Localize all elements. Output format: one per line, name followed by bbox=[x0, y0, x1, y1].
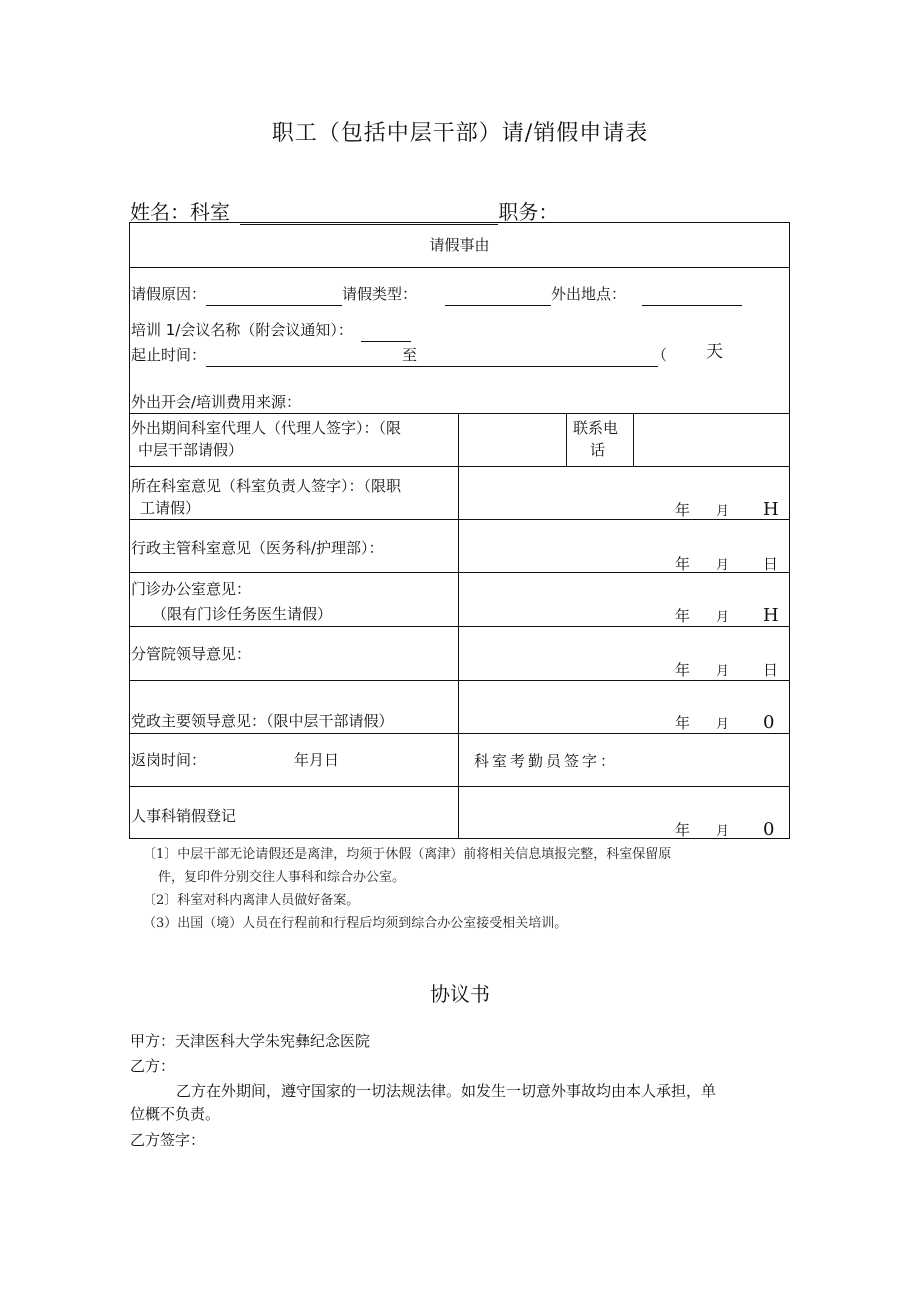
period-to: 至 bbox=[402, 346, 418, 364]
paren-open: （ bbox=[652, 346, 668, 364]
dept-opinion-2: 工请假） bbox=[140, 499, 201, 517]
clinic-opinion-date: 年 月 H bbox=[675, 605, 779, 626]
admin-opinion-date: 年 月 日 bbox=[675, 555, 779, 573]
destination-label: 外出地点： bbox=[551, 285, 627, 303]
leave-reason-label: 请假原因： bbox=[131, 285, 207, 303]
dept-opinion-1: 所在科室意见（科室负责人签字）：（限职 bbox=[131, 477, 402, 495]
hr-date: 年 月 0 bbox=[675, 819, 775, 840]
party-a: 甲方：天津医科大学朱宪彝纪念医院 bbox=[130, 1032, 371, 1050]
note-3: （3）出国（境）人员在行程前和行程后均须到综合办公室接受相关培训。 bbox=[143, 916, 568, 931]
agreement-body-1: 乙方在外期间，遵守国家的一切法规法律。如发生一切意外事故均由本人承担，单 bbox=[176, 1082, 717, 1100]
period-label: 起止时间： bbox=[131, 346, 207, 364]
return-label: 返岗时间： bbox=[131, 751, 207, 769]
admin-opinion: 行政主管科室意见（医务科/护理部）： bbox=[131, 539, 384, 557]
attendance-label: 科室考勤员签字： bbox=[474, 752, 619, 770]
party-opinion: 党政主要领导意见：（限中层干部请假） bbox=[131, 712, 394, 730]
clinic-opinion-2: （限有门诊任务医生请假） bbox=[152, 605, 333, 623]
period-row bbox=[131, 344, 667, 367]
leave-form-table bbox=[129, 222, 790, 839]
party-b-sign: 乙方签字： bbox=[130, 1131, 206, 1149]
agent-label-1: 外出期间科室代理人（代理人签字）：（限 bbox=[131, 419, 402, 437]
position-label: 职务： bbox=[498, 200, 559, 224]
fee-label: 外出开会/培训费用来源： bbox=[131, 393, 302, 411]
header-fields bbox=[130, 196, 558, 225]
note-2: 〔2〕科室对科内离津人员做好备案。 bbox=[143, 893, 360, 908]
note-1a: 〔1〕中层干部无论请假还是离津，均须于休假（离津）前将相关信息填报完整，科室保留原 bbox=[143, 847, 672, 862]
party-opinion-date: 年 月 0 bbox=[675, 712, 775, 733]
days-label: 天 bbox=[706, 342, 723, 362]
meeting-label: 培训 1/会议名称（附会议通知）： bbox=[131, 321, 353, 339]
note-1b: 件，复印件分别交往人事科和综合办公室。 bbox=[158, 870, 406, 885]
agreement-title: 协议书 bbox=[430, 982, 490, 1006]
dept-opinion-date: 年 月 H bbox=[675, 499, 779, 520]
reason-header: 请假事由 bbox=[429, 236, 490, 254]
phone-label-2: 话 bbox=[590, 441, 606, 459]
name-label: 姓名： bbox=[130, 200, 190, 224]
agent-label-2: 中层干部请假） bbox=[138, 441, 244, 459]
clinic-opinion-1: 门诊办公室意见： bbox=[131, 580, 252, 598]
phone-label-1: 联系电 bbox=[573, 419, 619, 437]
period-field[interactable] bbox=[206, 344, 658, 367]
hr-label: 人事科销假登记 bbox=[131, 807, 237, 825]
agreement-body-2: 位概不负责。 bbox=[130, 1105, 221, 1123]
form-title: 职工（包括中层干部）请/销假申请表 bbox=[271, 121, 649, 146]
return-date: 年月日 bbox=[294, 751, 340, 769]
leave-reason-field[interactable] bbox=[206, 283, 342, 306]
destination-field[interactable] bbox=[642, 283, 742, 306]
meeting-row bbox=[131, 319, 411, 342]
leader-opinion: 分管院领导意见： bbox=[131, 645, 252, 663]
leader-opinion-date: 年 月 日 bbox=[675, 661, 779, 679]
dept-label: 科室 bbox=[190, 200, 230, 224]
leave-type-field[interactable] bbox=[445, 283, 551, 306]
meeting-field[interactable] bbox=[361, 319, 411, 342]
leave-type-label: 请假类型： bbox=[342, 285, 418, 303]
leave-reason-row bbox=[131, 283, 742, 306]
party-b: 乙方： bbox=[130, 1057, 176, 1075]
